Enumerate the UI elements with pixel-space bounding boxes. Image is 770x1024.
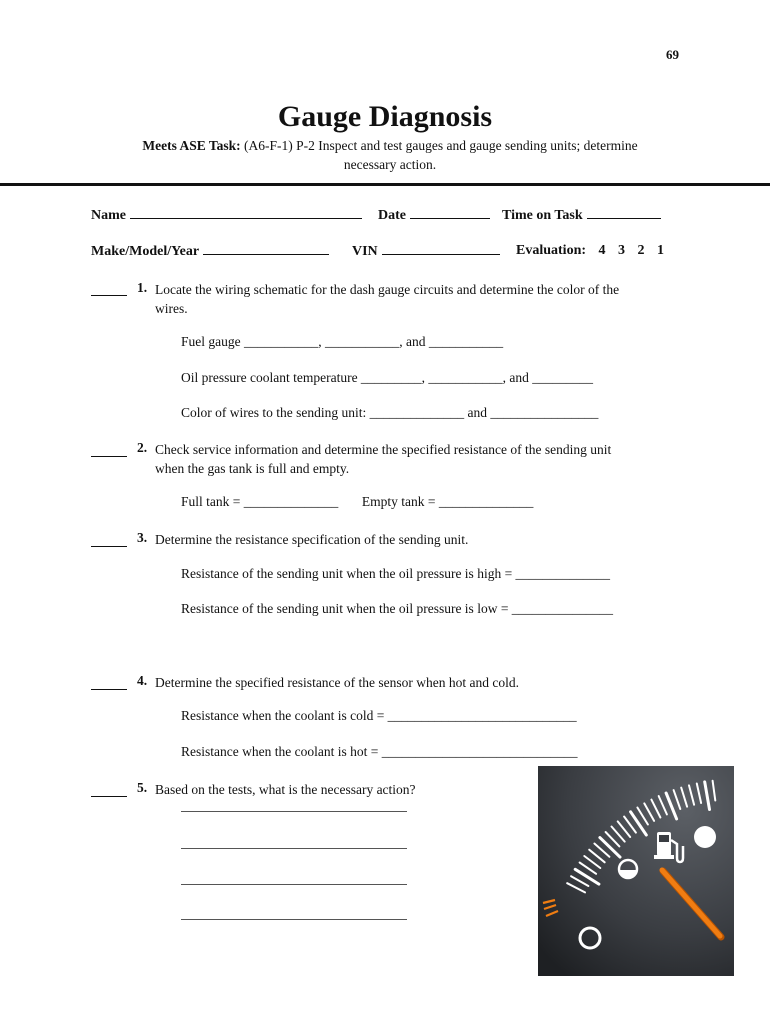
q1-wire-color-line[interactable]: Color of wires to the sending unit: ______________ and ________________ [181,405,599,420]
score-1[interactable]: 1 [657,243,665,258]
q5-text: Based on the tests, what is the necessary action? [155,782,416,797]
q5-answer-line[interactable] [181,883,407,885]
q4-text: Determine the specified resistance of the sensor when hot and cold. [155,675,519,690]
make-model-year-input-line[interactable] [203,243,329,255]
gauge-photo [538,766,734,976]
name-label: Name [91,208,126,223]
q1-oil-pressure-line[interactable]: Oil pressure coolant temperature _________, ___________, and _________ [181,370,594,385]
q3-oil-high-line[interactable]: Resistance of the sending unit when the oil pressure is high = ______________ [181,566,611,581]
score-3[interactable]: 3 [618,243,626,258]
page-number: 69 [666,47,679,62]
q1-score-line[interactable] [91,294,127,296]
q3-number: 3. [137,530,148,545]
q2-text [155,440,611,478]
q2-number: 2. [137,440,148,455]
vin-label: VIN [352,244,378,259]
name-input-line[interactable] [130,207,362,219]
ase-task [95,136,685,174]
q5-answer-line[interactable] [181,918,407,920]
q4-score-line[interactable] [91,688,127,690]
q4-coolant-cold-line[interactable]: Resistance when the coolant is cold = ____________________________ [181,708,577,723]
score-2[interactable]: 2 [637,243,645,258]
q2-tank-resistance-line[interactable]: Full tank = ______________ Empty tank = ______________ [181,494,534,509]
q1-text-line-2: wires. [155,301,188,316]
date-field[interactable] [378,207,490,224]
make-model-year-label: Make/Model/Year [91,244,200,259]
task-text: (A6-F-1) P-2 Inspect and test gauges and gauge sending units; determine [244,138,638,153]
q1-text [155,280,619,318]
full-marker-icon [694,826,716,848]
page-title: Gauge Diagnosis [277,100,493,133]
q1-fuel-gauge-line[interactable]: Fuel gauge ___________, ___________, and ___________ [181,334,504,349]
q3-score-line[interactable] [91,545,127,547]
vin-field[interactable] [352,243,500,260]
task-label: Meets ASE Task: [142,138,241,153]
q2-text-line-2: when the gas tank is full and empty. [155,461,350,476]
q5-score-line[interactable] [91,795,127,797]
q1-number: 1. [137,280,148,295]
q1-text-line-1: Locate the wiring schematic for the dash gauge circuits and determine the color of the [155,282,620,297]
q5-number: 5. [137,780,148,795]
score-4[interactable]: 4 [598,243,606,258]
make-model-year-field[interactable] [91,243,329,260]
q4-coolant-hot-line[interactable]: Resistance when the coolant is hot = _____________________________ [181,744,578,759]
task-text-continued: necessary action. [343,157,437,172]
time-on-task-label: Time on Task [502,208,583,223]
q4-number: 4. [137,673,148,688]
time-on-task-field[interactable] [502,207,661,224]
q5-answer-line[interactable] [181,810,407,812]
date-label: Date [378,208,406,223]
q3-oil-low-line[interactable]: Resistance of the sending unit when the oil pressure is low = _______________ [181,601,614,616]
vin-input-line[interactable] [382,243,500,255]
evaluation-field [516,243,664,259]
q2-score-line[interactable] [91,455,127,457]
evaluation-label: Evaluation: [516,243,587,258]
date-input-line[interactable] [410,207,490,219]
time-on-task-input-line[interactable] [587,207,661,219]
header-divider [0,183,770,186]
q5-answer-line[interactable] [181,847,407,849]
name-field[interactable] [91,207,362,224]
q3-text: Determine the resistance specification of the sending unit. [155,532,469,547]
q2-text-line-1: Check service information and determine the specified resistance of the sending unit [155,442,612,457]
